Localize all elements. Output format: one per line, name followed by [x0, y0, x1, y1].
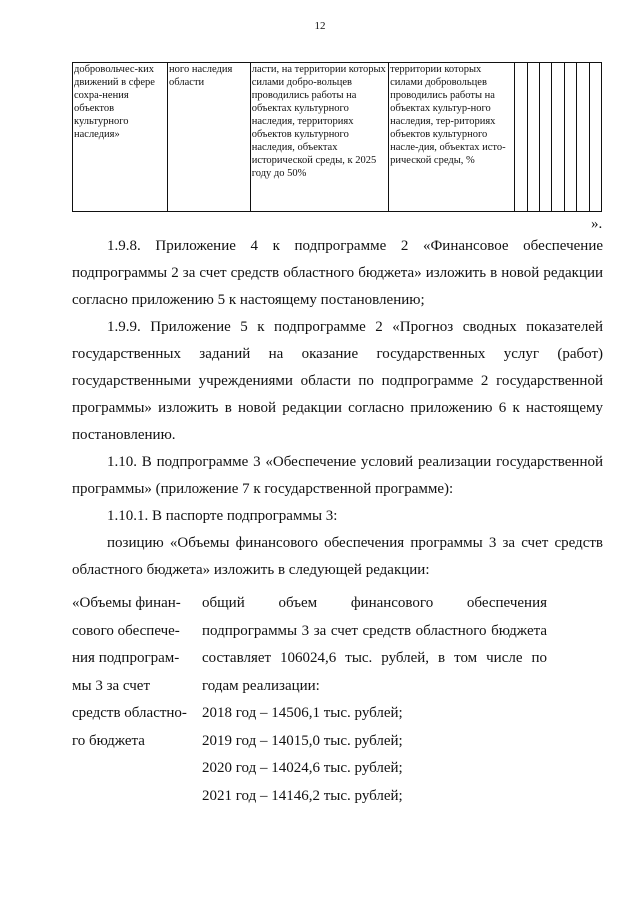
- passport-year-2021: 2021 год – 14146,2 тыс. рублей;: [202, 787, 403, 804]
- table-fragment: [72, 62, 602, 212]
- table-cell-responsible: ного наследия области: [168, 63, 251, 212]
- paragraph-1-10-1: 1.10.1. В паспорте подпрограммы 3:: [107, 508, 338, 524]
- table-cell-empty: [589, 63, 601, 212]
- table-cell-indicator-goal: ласти, на территории которых силами добро-вольцев проводились работы на объектах культурного наследия, территориях объектов культурного наследия, объектах исторической среды, к 2025 году до 50%: [250, 63, 388, 212]
- passport-value: [202, 590, 547, 810]
- table-cell-empty: [552, 63, 564, 212]
- passport-intro: общий объем финансового обеспечения подпрограммы 3 за счет средств областного бюджета составляет 106024,6 тыс. рублей, в том числе по годам реализации:: [202, 595, 547, 694]
- paragraph-1-9-9: 1.9.9. Приложение 5 к подпрограмме 2 «Прогноз сводных показателей государственных заданий на оказание государственных услуг (работ) государственными учреждениями области по подпрограмме 2 государственной программы» изложить в новой редакции согласно приложению 6 к настоящему постановлению.: [72, 319, 603, 443]
- passport-label: «Объемы финан-сового обеспече-ния подпрограм-мы 3 за счет средств областно-го бюджета: [72, 595, 187, 749]
- paragraph-1-10: 1.10. В подпрограмме 3 «Обеспечение условий реализации государственной программы» (приложение 7 к государственной программе):: [72, 454, 603, 497]
- passport-year-2019: 2019 год – 14015,0 тыс. рублей;: [202, 732, 403, 749]
- passport-year-2020: 2020 год – 14024,6 тыс. рублей;: [202, 760, 403, 776]
- table-cell-empty: [564, 63, 576, 212]
- table-cell-empty: [577, 63, 589, 212]
- page-number: 12: [314, 20, 326, 32]
- table-close-quote: ».: [591, 216, 603, 232]
- paragraph-position: позицию «Объемы финансового обеспечения программы 3 за счет средств областного бюджета» изложить в следующей редакции:: [72, 535, 603, 578]
- table-cell-empty: [515, 63, 527, 212]
- table-cell-empty: [527, 63, 539, 212]
- table-cell-indicator-owner: добровольчес-ких движений в сфере сохра-нения объектов культурного наследия»: [73, 63, 168, 212]
- table-cell-empty: [539, 63, 551, 212]
- paragraph-1-9-8: 1.9.8. Приложение 4 к подпрограмме 2 «Финансовое обеспечение подпрограммы 2 за счет средств областного бюджета» изложить в новой редакции согласно приложению 5 к настоящему постановлению;: [72, 238, 603, 308]
- passport-year-2018: 2018 год – 14506,1 тыс. рублей;: [202, 705, 403, 721]
- table-row: [73, 63, 602, 212]
- table-cell-indicator-unit: территории которых силами добровольцев проводились работы на объектах культур-ного наследия, тер-риториях объектов культурного насле-дия, объектах исто-рической среды, %: [389, 63, 515, 212]
